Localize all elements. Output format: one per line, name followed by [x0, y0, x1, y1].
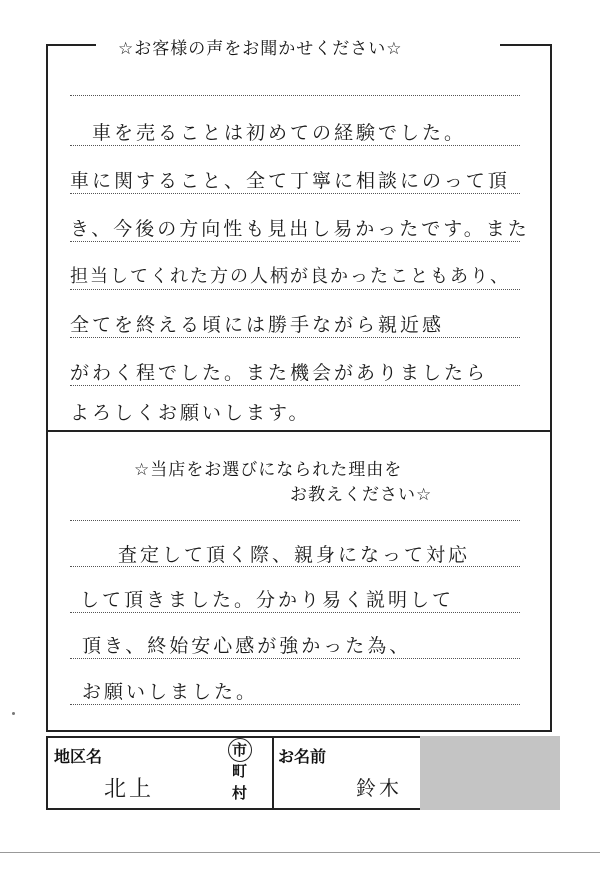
handwritten-line: よろしくお願いします。 [70, 402, 311, 424]
handwritten-line: 担当してくれた方の人柄が良かったこともあり、 [70, 266, 510, 287]
ruled-line [70, 612, 520, 613]
handwritten-line: き、今後の方向性も見出し易かったです。また [70, 218, 530, 240]
section2-heading-line2: お教えください☆ [290, 485, 433, 505]
handwritten-line: お願いしました。 [82, 681, 259, 703]
handwritten-line: がわく程でした。また機会がありましたら [70, 362, 489, 384]
area-value: 北上 [104, 777, 155, 802]
cell-divider [272, 738, 274, 808]
ruled-line [70, 193, 520, 194]
handwritten-line: 頂き、終始安心感が強かった為、 [82, 635, 412, 657]
section-divider [46, 430, 552, 432]
handwritten-line: 査定して頂く際、親身になって対応 [118, 544, 471, 566]
name-value: 鈴木 [356, 776, 402, 800]
town-option: 町 [232, 762, 248, 780]
ruled-line [70, 95, 520, 96]
section2-heading-line1: ☆当店をお選びになられた理由を [134, 460, 403, 480]
city-option: 市 [232, 741, 248, 759]
section1-heading: ☆お客様の声をお聞かせください☆ [118, 39, 403, 59]
handwritten-line: 全てを終える頃には勝手ながら親近感 [70, 314, 445, 336]
ruled-line [70, 241, 520, 242]
ruled-line [70, 704, 520, 705]
ruled-line [70, 520, 520, 521]
handwritten-line: 車に関すること、全て丁寧に相談にのって頂 [70, 170, 510, 192]
form-frame [46, 44, 552, 732]
ruled-line [70, 658, 520, 659]
handwritten-line: 車を売ることは初めての経験でした。 [92, 122, 467, 144]
ruled-line [70, 385, 520, 386]
name-label: お名前 [278, 747, 327, 766]
ruled-line [70, 337, 520, 338]
village-option: 村 [232, 784, 248, 802]
redaction-box [420, 736, 560, 810]
handwritten-line: して頂きました。分かり易く説明して [80, 589, 455, 611]
scan-edge-line [0, 852, 600, 853]
scan-speck [12, 712, 15, 715]
ruled-line [70, 145, 520, 146]
ruled-line [70, 289, 520, 290]
area-label: 地区名 [54, 747, 103, 766]
